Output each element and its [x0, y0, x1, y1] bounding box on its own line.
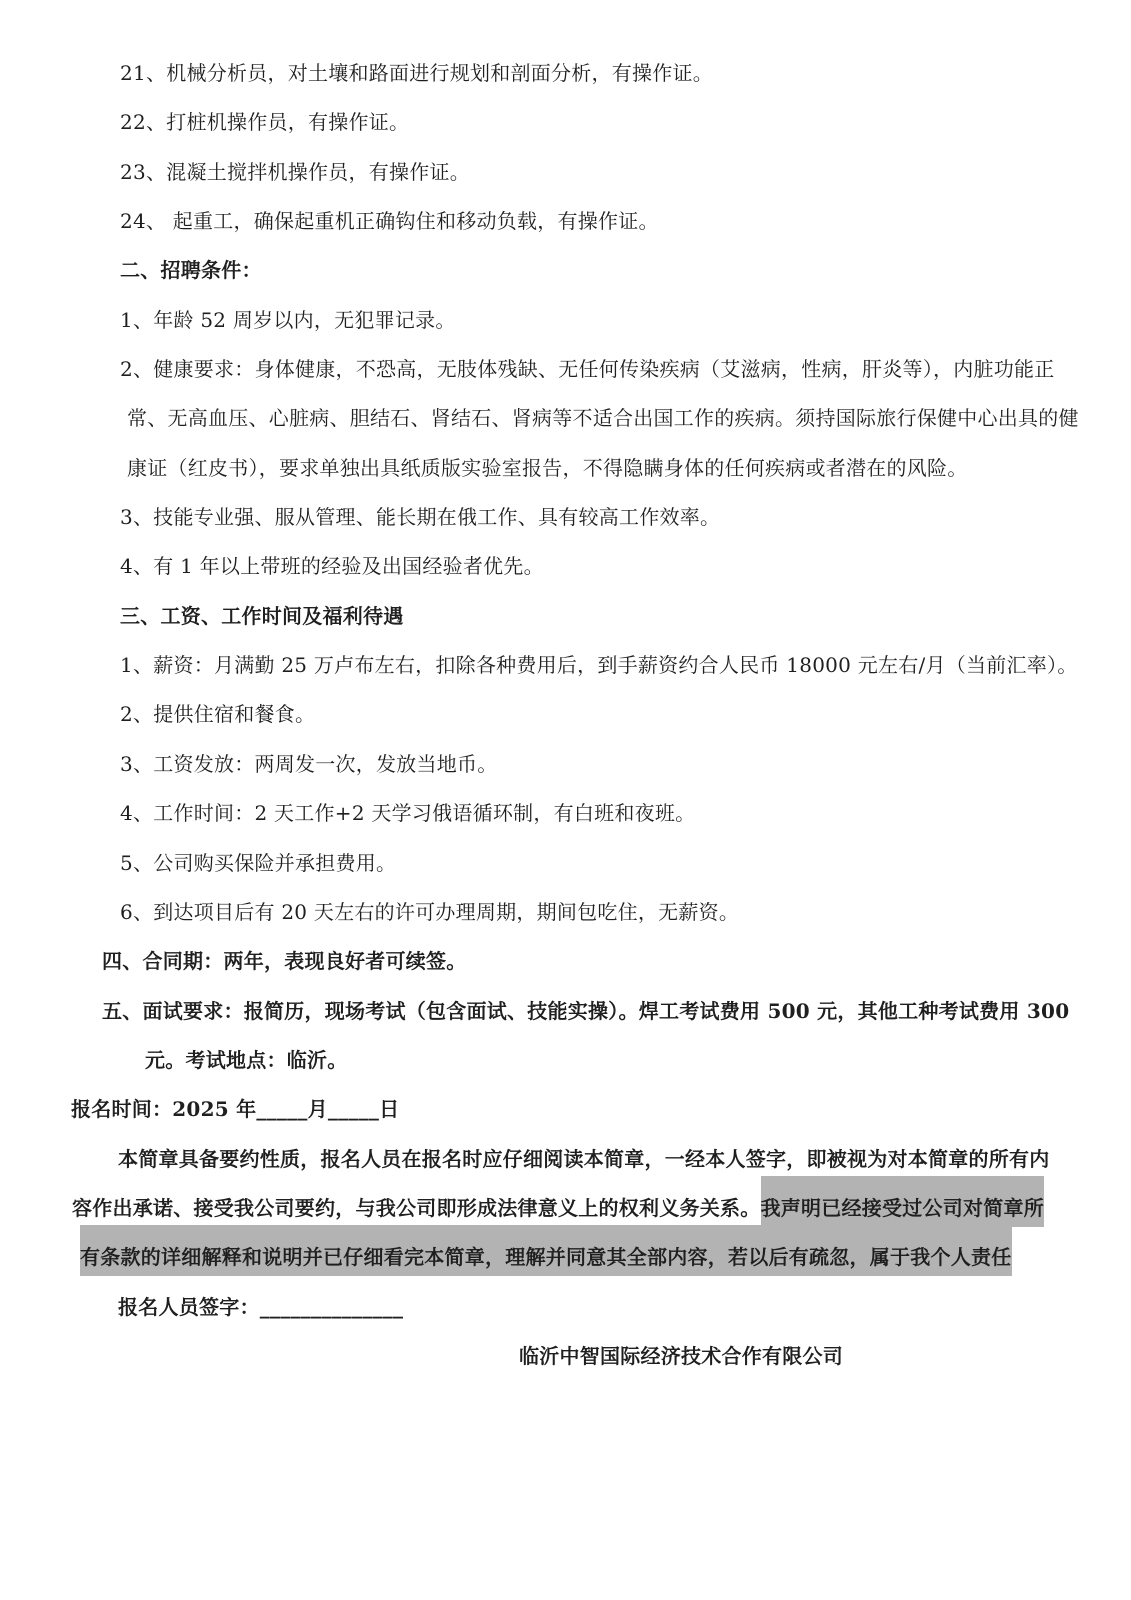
section-4-heading: 四、合同期：两年，表现良好者可续签。	[102, 949, 467, 974]
signature-row	[0, 1283, 1131, 1332]
declaration-line-2-normal: 容作出承诺、接受我公司要约，与我公司即形成法律意义上的权利义务关系。	[72, 1195, 761, 1220]
welfare-item-1: 1、薪资：月满勤 25 万卢布左右，扣除各种费用后，到手薪资约合人民币 18000 元左右/月（当前汇率）。	[120, 653, 1078, 678]
section-5-heading-line-1: 五、面试要求：报简历，现场考试（包含面试、技能实操）。焊工考试费用 500 元，其他工种考试费用 300	[102, 998, 1070, 1023]
welfare-item-6: 6、到达项目后有 20 天左右的许可办理周期，期间包吃住，无薪资。	[120, 899, 740, 924]
recruitment-notice-body	[0, 49, 1131, 1381]
declaration-line-3-highlight: 有条款的详细解释和说明并已仔细看完本简章，理解并同意其全部内容，若以后有疏忽，属于我个人责任	[80, 1225, 1012, 1276]
welfare-item-3: 3、工资发放：两周发一次，发放当地币。	[120, 751, 498, 776]
section-5-heading-line-2: 元。考试地点：临沂。	[145, 1047, 348, 1072]
requirement-item-1: 1、年龄 52 周岁以内，无犯罪记录。	[120, 307, 456, 332]
job-item-21: 21、机械分析员，对土壤和路面进行规划和剖面分析，有操作证。	[120, 61, 713, 85]
job-item-22: 22、打桩机操作员，有操作证。	[120, 110, 410, 135]
section-3-heading: 三、工资、工作时间及福利待遇	[120, 603, 404, 628]
welfare-item-5: 5、公司购买保险并承担费用。	[120, 850, 397, 875]
requirement-item-2-line-2: 常、无高血压、心脏病、胆结石、肾结石、肾病等不适合出国工作的疾病。须持国际旅行保健中心出具的健	[127, 406, 1079, 431]
signature-blank-line: ______________	[259, 1294, 404, 1319]
job-item-23: 23、混凝土搅拌机操作员，有操作证。	[120, 159, 470, 184]
declaration-line-2-highlight: 我声明已经接受过公司对简章所	[761, 1176, 1045, 1227]
signature-label: 报名人员签字：	[118, 1294, 260, 1319]
job-item-24: 24、 起重工，确保起重机正确钩住和移动负载，有操作证。	[120, 209, 659, 234]
requirement-item-2-line-1: 2、健康要求：身体健康，不恐高，无肢体残缺、无任何传染疾病（艾滋病，性病，肝炎等），内脏功能正	[120, 357, 1055, 382]
welfare-item-2: 2、提供住宿和餐食。	[120, 702, 316, 727]
signup-time: 报名时间：2025 年_____月_____日	[71, 1097, 400, 1122]
requirement-item-4: 4、有 1 年以上带班的经验及出国经验者优先。	[120, 554, 544, 579]
company-name: 临沂中智国际经济技术合作有限公司	[519, 1343, 843, 1368]
requirement-item-2-line-3: 康证（红皮书），要求单独出具纸质版实验室报告，不得隐瞒身体的任何疾病或者潜在的风险。	[127, 455, 968, 480]
requirement-item-3: 3、技能专业强、服从管理、能长期在俄工作、具有较高工作效率。	[120, 505, 721, 530]
welfare-item-4: 4、工作时间：2 天工作+2 天学习俄语循环制，有白班和夜班。	[120, 801, 696, 826]
declaration-line-1: 本简章具备要约性质，报名人员在报名时应仔细阅读本简章，一经本人签字，即被视为对本简章的所有内	[118, 1146, 1050, 1171]
section-2-heading: 二、招聘条件：	[120, 258, 262, 283]
declaration-line-3	[0, 1233, 1131, 1282]
